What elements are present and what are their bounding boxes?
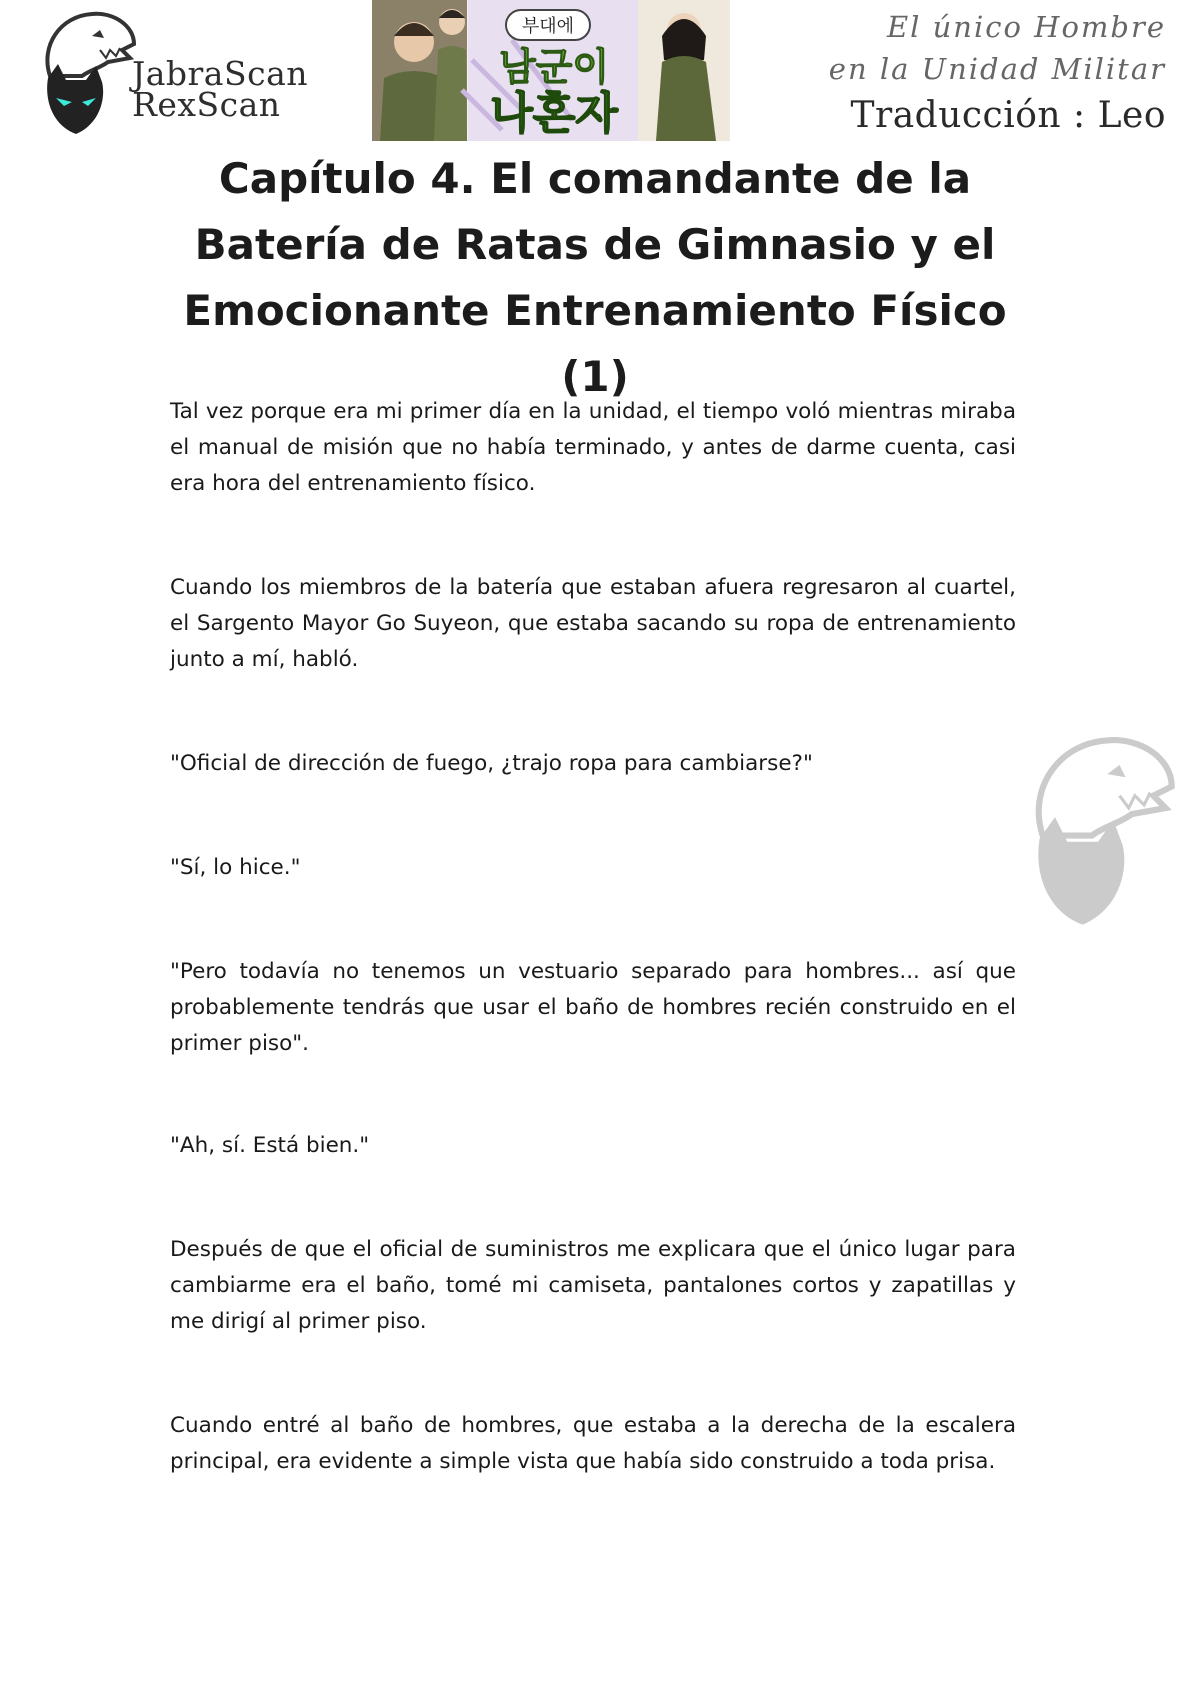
chapter-title-line-2: Batería de Ratas de Gimnasio y el: [194, 220, 996, 269]
banner-small-text: 부대에: [521, 16, 575, 37]
brand-name-1: JabraScan: [132, 54, 308, 93]
paragraph: Cuando los miembros de la batería que estaban afuera regresaron al cuartel, el Sargento Mayor Go Suyeon, que estaba sacando su ropa de entrenamiento junto a mí, habló.: [170, 575, 1016, 672]
series-title-line-2: en la Unidad Militar: [828, 52, 1166, 86]
paragraph: "Pero todavía no tenemos un vestuario separado para hombres... así que probablemente tendrás que usar el baño de hombres recién construido en el primer piso".: [170, 959, 1016, 1056]
series-title: [829, 6, 1166, 142]
translator-credit: Traducción : Leo: [850, 95, 1166, 136]
paragraph: Cuando entré al baño de hombres, que estaba a la derecha de la escalera principal, era evidente a simple vista que había sido construido a toda prisa.: [170, 1413, 1016, 1474]
chapter-title: [150, 146, 1040, 410]
chapter-title-line-3: Emocionante Entrenamiento Físico (1): [183, 286, 1007, 401]
paragraph: "Sí, lo hice.": [170, 855, 301, 880]
paragraph: "Oficial de dirección de fuego, ¿trajo ropa para cambiarse?": [170, 751, 813, 776]
banner-title-1: 남군이: [498, 45, 610, 89]
dinosaur-logo-icon: [30, 6, 142, 140]
paragraph: "Ah, sí. Está bien.": [170, 1133, 370, 1158]
dinosaur-watermark-icon: [1012, 722, 1184, 940]
scan-group-brand: [132, 54, 308, 124]
banner-title-2: 나혼자: [490, 88, 618, 139]
chapter-title-line-1: Capítulo 4. El comandante de la: [218, 154, 972, 203]
brand-name-2: RexScan: [132, 85, 281, 124]
paragraph: Tal vez porque era mi primer día en la unidad, el tiempo voló mientras miraba el manual de misión que no había terminado, y antes de darme cuenta, casi era hora del entrenamiento físico.: [170, 399, 1016, 496]
manhwa-cover-banner: [372, 0, 730, 141]
series-title-line-1: El único Hombre: [886, 10, 1166, 44]
page-header: [0, 0, 1190, 145]
paragraph: Después de que el oficial de suministros me explicara que el único lugar para cambiarme era el baño, tomé mi camiseta, pantalones cortos y zapatillas y me dirigí al primer piso.: [170, 1237, 1016, 1334]
